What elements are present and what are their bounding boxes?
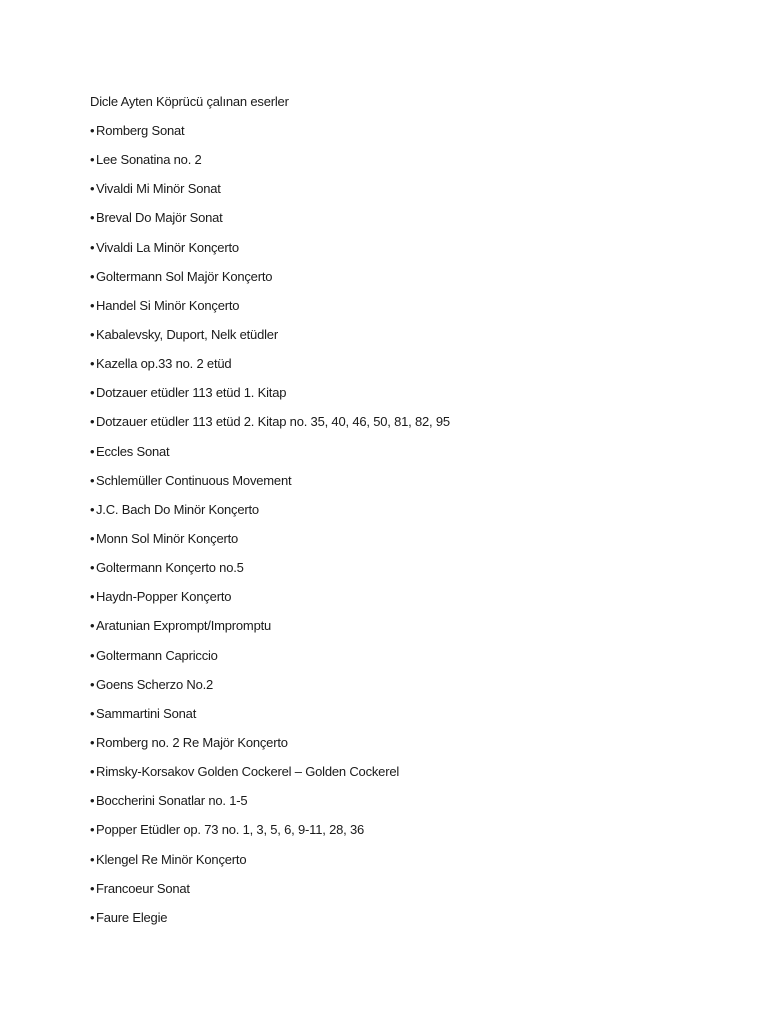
list-item-text: Sammartini Sonat <box>96 705 197 721</box>
list-item <box>90 122 450 151</box>
list-item-text: Goltermann Sol Majör Konçerto <box>96 268 273 284</box>
list-item <box>90 909 450 938</box>
list-item-text: J.C. Bach Do Minör Konçerto <box>96 501 259 517</box>
list-item-text: Vivaldi La Minör Konçerto <box>96 239 239 255</box>
list-item-text: Popper Etüdler op. 73 no. 1, 3, 5, 6, 9-11, 28, 36 <box>96 822 365 838</box>
bullet-icon: • <box>90 414 95 430</box>
list-item-text: Boccherini Sonatlar no. 1-5 <box>96 793 248 809</box>
list-item <box>90 792 450 821</box>
bullet-icon: • <box>90 705 95 721</box>
bullet-icon: • <box>90 239 95 255</box>
bullet-icon: • <box>90 793 95 809</box>
list-item <box>90 851 450 880</box>
bullet-icon: • <box>90 909 95 925</box>
bullet-icon: • <box>90 822 95 838</box>
list-item <box>90 676 450 705</box>
bullet-icon: • <box>90 560 95 576</box>
list-item-text: Dotzauer etüdler 113 etüd 1. Kitap <box>96 385 287 401</box>
list-item-text: Lee Sonatina no. 2 <box>96 152 202 168</box>
list-item <box>90 588 450 617</box>
list-item-text: Klengel Re Minör Konçerto <box>96 851 247 867</box>
list-item <box>90 268 450 297</box>
bullet-icon: • <box>90 618 95 634</box>
list-item-text: Breval Do Majör Sonat <box>96 210 223 226</box>
list-item-text: Aratunian Exprompt/Impromptu <box>96 618 272 634</box>
list-item <box>90 180 450 209</box>
list-item-text: Faure Elegie <box>96 909 168 925</box>
bullet-icon: • <box>90 851 95 867</box>
list-item <box>90 501 450 530</box>
bullet-icon: • <box>90 297 95 313</box>
bullet-icon: • <box>90 385 95 401</box>
list-item-text: Goens Scherzo No.2 <box>96 676 214 692</box>
list-item <box>90 617 450 646</box>
list-item-text: Romberg Sonat <box>96 123 185 138</box>
bullet-icon: • <box>90 647 95 663</box>
bullet-icon: • <box>90 123 95 138</box>
list-item <box>90 880 450 909</box>
bullet-icon: • <box>90 443 95 459</box>
list-item <box>90 647 450 676</box>
bullet-icon: • <box>90 356 95 372</box>
list-item <box>90 734 450 763</box>
list-item-text: Vivaldi Mi Minör Sonat <box>96 181 221 197</box>
list-item <box>90 384 450 413</box>
bullet-icon: • <box>90 764 95 780</box>
list-item <box>90 297 450 326</box>
list-item-text: Goltermann Capriccio <box>96 647 218 663</box>
bullet-icon: • <box>90 880 95 896</box>
list-item <box>90 763 450 792</box>
works-list <box>90 122 450 938</box>
list-item-text: Monn Sol Minör Konçerto <box>96 530 239 546</box>
bullet-icon: • <box>90 326 95 342</box>
bullet-icon: • <box>90 589 95 605</box>
list-item-text: Kazella op.33 no. 2 etüd <box>96 356 232 372</box>
list-item-text: Haydn-Popper Konçerto <box>96 589 232 605</box>
bullet-icon: • <box>90 734 95 750</box>
list-item-text: Francoeur Sonat <box>96 880 190 896</box>
bullet-icon: • <box>90 501 95 517</box>
bullet-icon: • <box>90 181 95 197</box>
list-item <box>90 472 450 501</box>
list-item-text: Kabalevsky, Duport, Nelk etüdler <box>96 326 278 342</box>
list-item-text: Dotzauer etüdler 113 etüd 2. Kitap no. 35, 40, 46, 50, 81, 82, 95 <box>96 414 450 430</box>
list-item-text: Eccles Sonat <box>96 443 170 459</box>
bullet-icon: • <box>90 152 95 168</box>
list-item-text: Goltermann Konçerto no.5 <box>96 560 244 576</box>
list-item-text: Handel Si Minör Konçerto <box>96 297 240 313</box>
list-item <box>90 239 450 268</box>
list-item <box>90 326 450 355</box>
list-item <box>90 821 450 850</box>
list-item-text: Schlemüller Continuous Movement <box>96 472 292 488</box>
bullet-icon: • <box>90 530 95 546</box>
list-item <box>90 443 450 472</box>
list-item <box>90 151 450 180</box>
bullet-icon: • <box>90 210 95 226</box>
list-item-text: Rimsky-Korsakov Golden Cockerel – Golden Cockerel <box>96 764 400 780</box>
bullet-icon: • <box>90 676 95 692</box>
list-item <box>90 705 450 734</box>
bullet-icon: • <box>90 472 95 488</box>
list-item <box>90 413 450 442</box>
document-title: Dicle Ayten Köprücü çalınan eserler <box>90 94 289 109</box>
bullet-icon: • <box>90 268 95 284</box>
list-item <box>90 530 450 559</box>
list-item <box>90 355 450 384</box>
list-item <box>90 559 450 588</box>
list-item-text: Romberg no. 2 Re Majör Konçerto <box>96 734 288 750</box>
list-item <box>90 209 450 238</box>
